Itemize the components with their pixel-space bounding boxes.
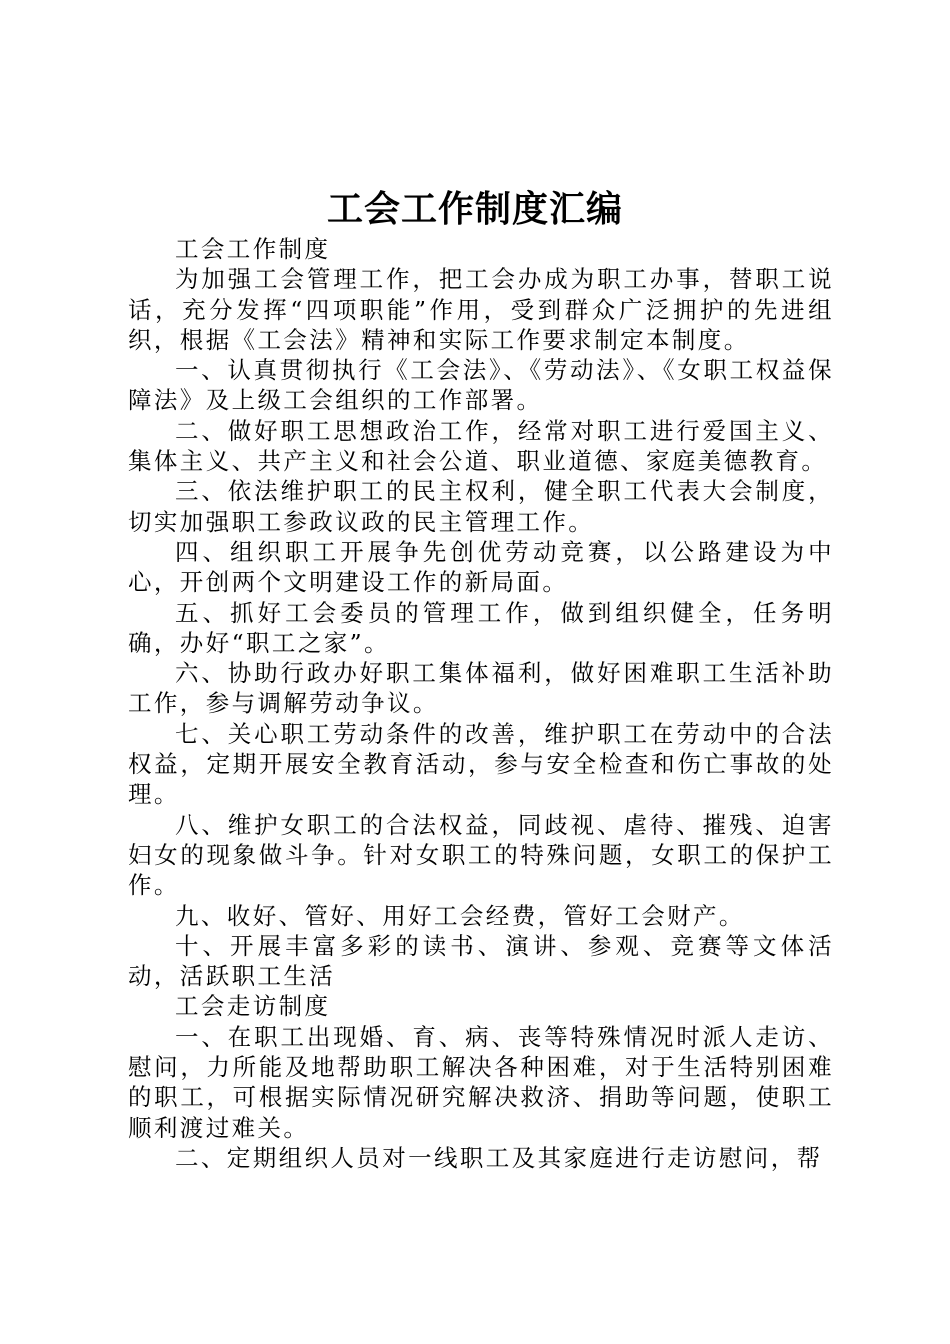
document-body bbox=[128, 234, 834, 1173]
section-heading: 工会工作制度 bbox=[175, 235, 331, 263]
paragraph: 五、抓好工会委员的管理工作，做到组织健全，任务明确，办好“职工之家”。 bbox=[128, 598, 834, 657]
paragraph: 十、开展丰富多彩的读书、演讲、参观、竞赛等文体活动，活跃职工生活 bbox=[128, 931, 834, 991]
paragraph: 二、做好职工思想政治工作，经常对职工进行爱国主义、集体主义、共产主义和社会公道、职业道德、家庭美德教育。 bbox=[128, 416, 834, 476]
paragraph: 一、在职工出现婚、育、病、丧等特殊情况时派人走访、慰问，力所能及地帮助职工解决各种困难，对于生活特别困难的职工，可根据实际情况研究解决救济、捐助等问题，使职工顺利渡过难关。 bbox=[128, 1022, 834, 1142]
document-title: 工会工作制度汇编 bbox=[326, 189, 623, 230]
paragraph: 七、关心职工劳动条件的改善，维护职工在劳动中的合法权益，定期开展安全教育活动，参与安全检查和伤亡事故的处理。 bbox=[128, 719, 834, 809]
paragraph: 四、组织职工开展争先创优劳动竞赛，以公路建设为中心，开创两个文明建设工作的新局面。 bbox=[128, 537, 834, 597]
paragraph: 八、维护女职工的合法权益，同歧视、虐待、摧残、迫害妇女的现象做斗争。针对女职工的特殊问题，女职工的保护工作。 bbox=[128, 810, 834, 900]
paragraph: 为加强工会管理工作，把工会办成为职工办事，替职工说话，充分发挥“四项职能”作用，受到群众广泛拥护的先进组织，根据《工会法》精神和实际工作要求制定本制度。 bbox=[128, 265, 834, 354]
section-heading: 工会走访制度 bbox=[175, 992, 331, 1021]
paragraph: 一、认真贯彻执行《工会法》、《劳动法》、《女职工权益保障法》及上级工会组织的工作部署。 bbox=[128, 356, 834, 415]
paragraph: 三、依法维护职工的民主权利，健全职工代表大会制度，切实加强职工参政议政的民主管理工作。 bbox=[128, 477, 834, 536]
paragraph: 六、协助行政办好职工集体福利，做好困难职工生活补助工作，参与调解劳动争议。 bbox=[128, 659, 834, 718]
paragraph: 九、收好、管好、用好工会经费，管好工会财产。 bbox=[175, 901, 745, 930]
paragraph: 二、定期组织人员对一线职工及其家庭进行走访慰问，帮 bbox=[175, 1143, 823, 1172]
